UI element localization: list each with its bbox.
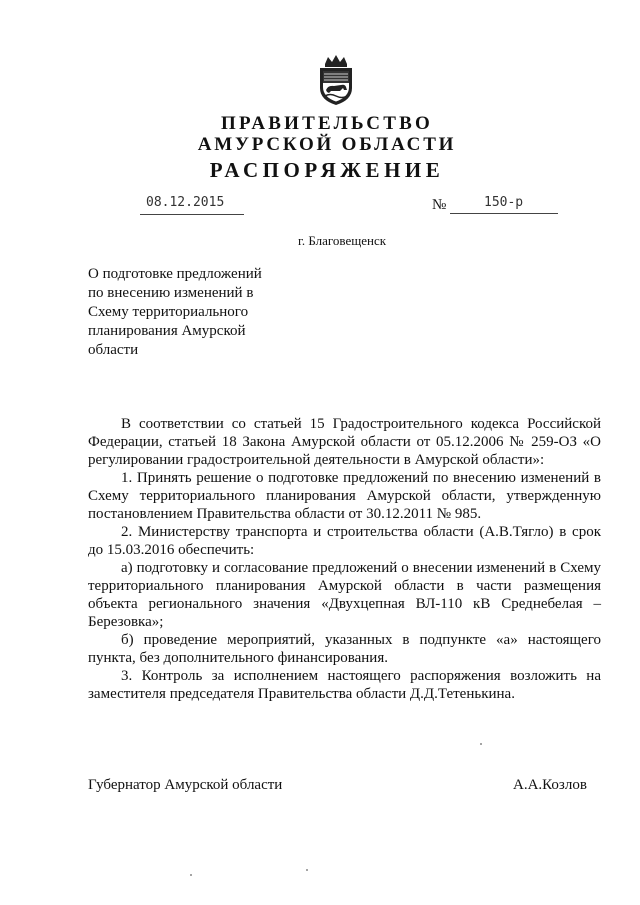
coat-of-arms-icon: [314, 54, 358, 106]
scan-speck: [480, 743, 482, 745]
document-subject: [88, 265, 288, 360]
document-type: РАСПОРЯЖЕНИЕ: [209, 158, 445, 182]
scan-speck: [190, 874, 192, 876]
document-date: 08.12.2015: [146, 195, 225, 210]
document-body: [88, 415, 601, 703]
subject-line: планирования Амурской: [88, 323, 246, 339]
body-paragraph-item-2a: а) подготовку и согласование предложений о внесении изменений в Схему территориального планирования Амурской области в части размещения объекта регионального значения «Двухцепная ВЛ-110 кВ Среднебелая – Березовка»;: [88, 560, 601, 630]
signatory-name: А.А.Козлов: [513, 777, 587, 793]
number-underline: [450, 213, 558, 214]
signatory-title: Губернатор Амурской области: [88, 777, 283, 793]
number-sign: №: [432, 197, 447, 213]
scan-speck: [306, 869, 308, 871]
organization-name-line2: АМУРСКОЙ ОБЛАСТИ: [197, 134, 457, 155]
subject-line: Схему территориального: [88, 304, 249, 320]
city-of-issue: г. Благовещенск: [297, 233, 387, 248]
date-underline: [140, 214, 244, 215]
subject-line: области: [88, 342, 139, 358]
body-paragraph-item-1: 1. Принять решение о подготовке предложений по внесению изменений в Схему территориального планирования Амурской области, утвержденную постановлением Правительства области от 30.12.2011 № 985.: [88, 470, 601, 522]
body-paragraph-preamble: В соответствии со статьей 15 Градостроительного кодекса Российской Федерации, статьей 18 Закона Амурской области от 05.12.2006 № 259-ОЗ «О регулировании градостроительной деятельности в Амурской области»:: [88, 416, 601, 468]
subject-line: по внесению изменений в: [88, 285, 254, 301]
body-paragraph-item-3: 3. Контроль за исполнением настоящего распоряжения возложить на заместителя председателя Правительства области Д.Д.Тетенькина.: [88, 668, 601, 702]
document-number: 150-р: [484, 195, 524, 210]
subject-line: О подготовке предложений: [88, 266, 262, 282]
organization-name-line1: ПРАВИТЕЛЬСТВО: [221, 113, 433, 134]
body-paragraph-item-2: 2. Министерству транспорта и строительства области (А.В.Тягло) в срок до 15.03.2016 обеспечить:: [88, 524, 601, 558]
body-paragraph-item-2b: б) проведение мероприятий, указанных в подпункте «а» настоящего пункта, без дополнительного финансирования.: [88, 632, 601, 666]
